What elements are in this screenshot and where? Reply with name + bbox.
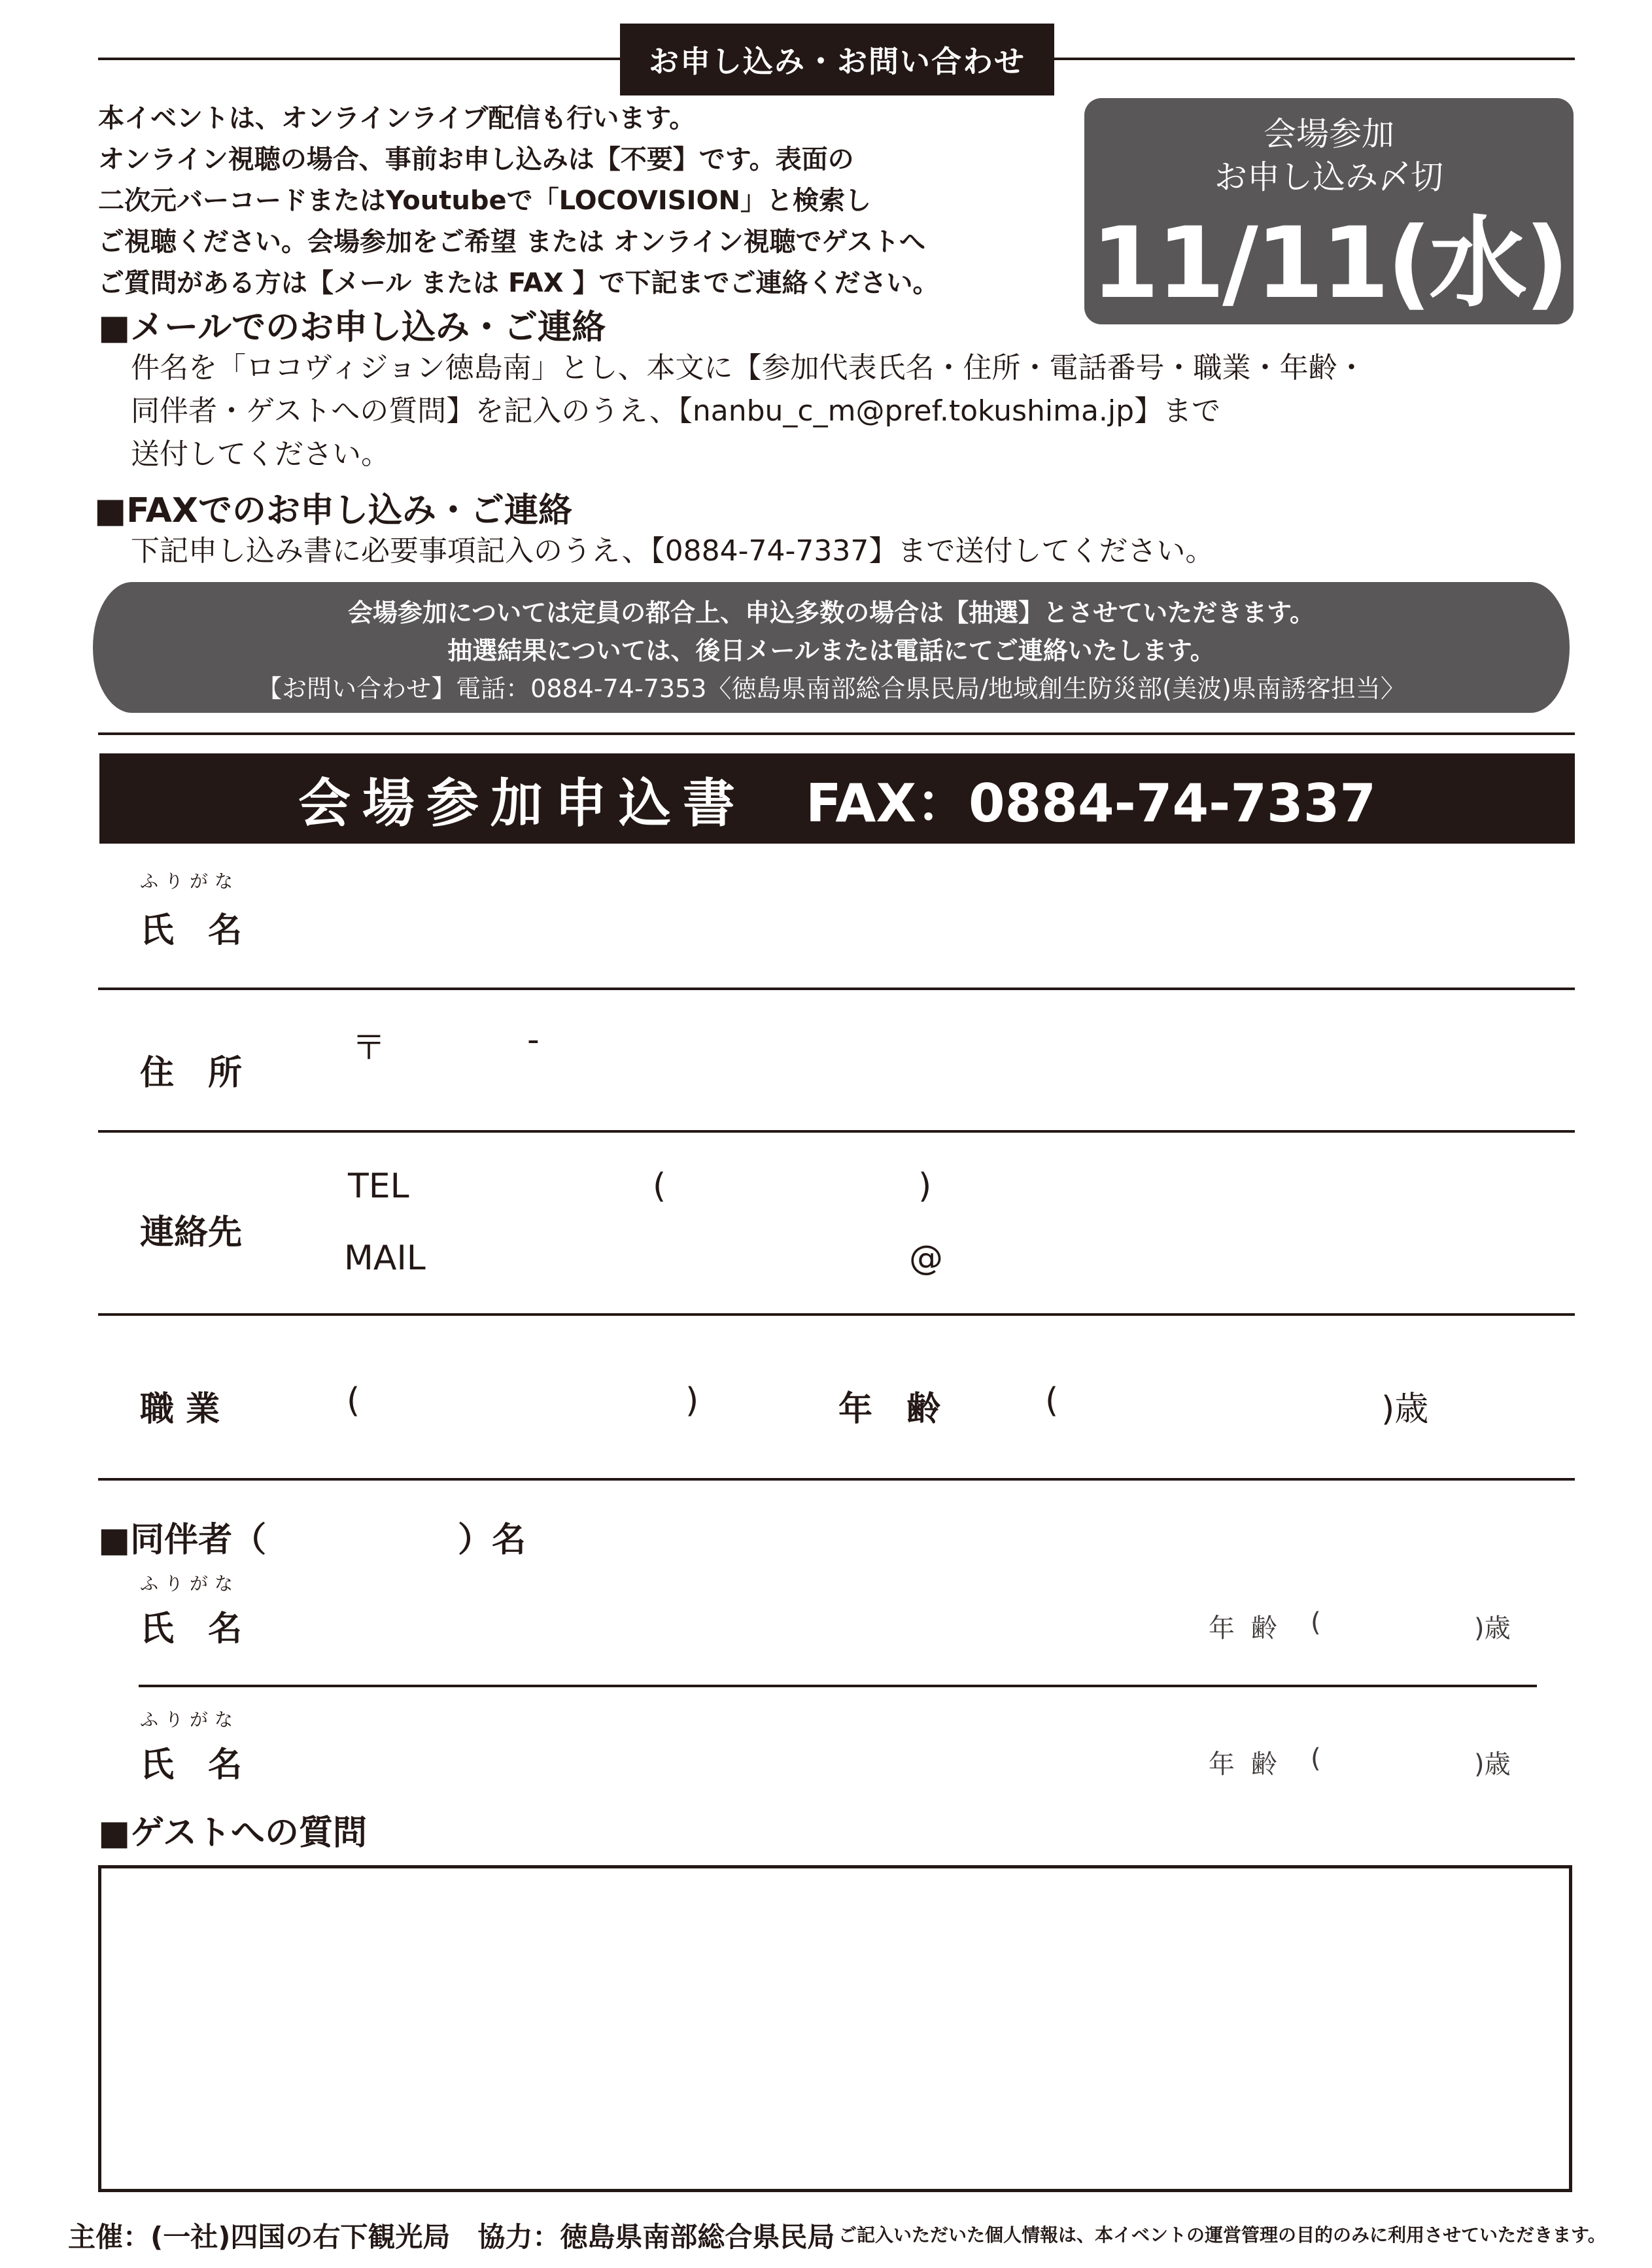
age-close-unit: )歳 (1381, 1390, 1429, 1429)
companion-name-label: 氏 名 (140, 1609, 243, 1649)
mail-body-line: 件名を「ロコヴィジョン徳島南」とし、本文に【参加代表氏名・住所・電話番号・職業・年齢・ (131, 351, 1366, 385)
privacy-note: ご記入いただいた個人情報は、本イベントの運営管理の目的のみに利用させていただきます。 (838, 2224, 1606, 2246)
job-label: 職 業 (140, 1390, 220, 1429)
address-label: 住 所 (140, 1054, 243, 1093)
fax-section-title: ■FAXでのお申し込み・ご連絡 (94, 491, 573, 530)
age-open-paren: ( (1045, 1381, 1059, 1420)
notice-line1: 会場参加については定員の都合上、申込多数の場合は【抽選】とさせていただきます。 (347, 598, 1315, 627)
notice-line2: 抽選結果については、後日メールまたは電話にてご連絡いたします。 (447, 636, 1215, 665)
deadline-date: 11/11(水) (1091, 207, 1567, 320)
companion-age-label: 年 齢 (1209, 1613, 1281, 1643)
companion-age-label: 年 齢 (1209, 1749, 1281, 1779)
age-label: 年 齢 (838, 1390, 941, 1429)
guest-question-title: ■ゲストへの質問 (98, 1813, 368, 1853)
intro-line: オンライン視聴の場合、事前お申し込みは【不要】です。表面の (98, 145, 854, 175)
intro-line: 本イベントは、オンラインライブ配信も行います。 (98, 103, 696, 133)
at-mark: @ (909, 1239, 943, 1278)
fax-section-body: 下記申し込み書に必要事項記入のうえ、【0884-74-7337】まで送付してください。 (131, 534, 1214, 568)
furigana-label: ふりがな (140, 1573, 240, 1594)
intro-line: 二次元バーコードまたはYoutubeで「LOCOVISION」と検索し (98, 186, 871, 216)
section-tab-apply-contact: お申し込み・お問い合わせ (620, 24, 1054, 95)
row-rule (139, 1685, 1537, 1687)
tel-label: TEL (348, 1167, 409, 1206)
companion-name-label: 氏 名 (140, 1745, 243, 1785)
mail-body-line: 同伴者・ゲストへの質問】を記入のうえ、【nanbu_c_m@pref.tokushima.jp】まで (131, 394, 1221, 428)
notice-banner (93, 582, 1570, 713)
divider (98, 732, 1575, 735)
intro-text (98, 98, 1079, 304)
form-title: 会場参加申込書 (298, 772, 747, 834)
name-label: 氏 名 (140, 911, 243, 950)
organizer-credit: 主催：(一社)四国の右下観光局 協力：徳島県南部総合県民局 (68, 2221, 835, 2253)
companions-title-end: ）名 (458, 1521, 526, 1560)
companions-title: ■同伴者（ (98, 1521, 267, 1560)
tel-open-paren: ( (653, 1167, 666, 1206)
companion-age-open: ( (1311, 1744, 1321, 1774)
furigana-label: ふりがな (140, 1709, 240, 1730)
row-rule (98, 1130, 1575, 1133)
postal-dash: - (527, 1020, 540, 1059)
guest-question-box[interactable] (98, 1865, 1572, 2192)
job-close-paren: ) (685, 1381, 699, 1420)
mail-section-body (131, 347, 1366, 476)
postal-mark: 〒 (352, 1029, 387, 1068)
contact-label: 連絡先 (140, 1213, 243, 1252)
companion-age-close: )歳 (1474, 1613, 1511, 1643)
row-rule (98, 988, 1575, 990)
companion-age-open: ( (1311, 1607, 1321, 1638)
row-rule (98, 1313, 1575, 1316)
deadline-line1: 会場参加 (1264, 115, 1394, 153)
form-fax: FAX：0884-74-7337 (805, 772, 1377, 834)
intro-line: ご視聴ください。会場参加をご希望 または オンライン視聴でゲストへ (98, 227, 926, 257)
tel-close-paren: ) (918, 1167, 932, 1206)
notice-contact: 【お問い合わせ】電話：0884-74-7353〈徳島県南部総合県民局/地域創生防災部(美波)県南誘客担当〉 (257, 674, 1405, 703)
intro-line: ご質問がある方は【メール または FAX 】で下記までご連絡ください。 (98, 268, 939, 298)
deadline-box (1084, 98, 1574, 324)
mail-body-line: 送付してください。 (131, 438, 390, 471)
mail-label: MAIL (344, 1239, 426, 1278)
companion-age-close: )歳 (1474, 1749, 1511, 1779)
row-rule (98, 1478, 1575, 1481)
deadline-line2: お申し込み〆切 (1214, 158, 1443, 196)
furigana-label: ふりがな (140, 870, 240, 892)
mail-section-title: ■メールでのお申し込み・ご連絡 (98, 308, 606, 347)
form-title-bar (99, 753, 1575, 844)
job-open-paren: ( (347, 1381, 360, 1420)
